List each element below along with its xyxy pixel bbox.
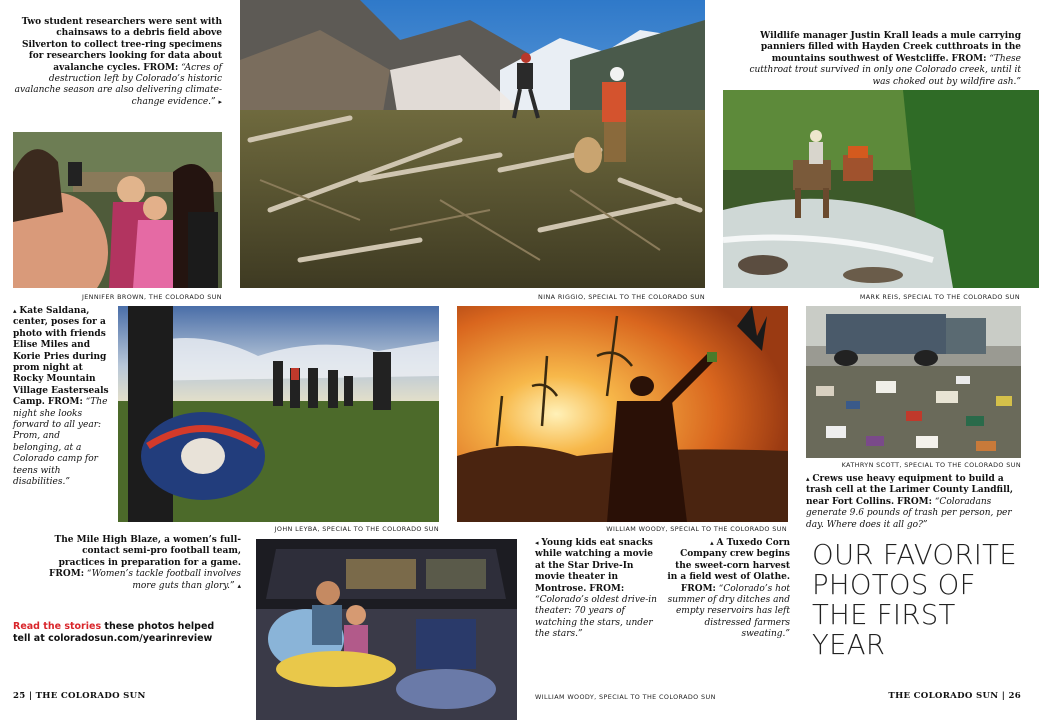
- caption-mule-quote: “These cutthroat trout survived in only one Colorado creek, until it was choked out by wildfire ash.”: [749, 53, 1021, 87]
- caption-silverton: [14, 17, 222, 108]
- folio-right: [888, 691, 1021, 701]
- read-the-stories-link[interactable]: Read the stories: [13, 621, 102, 632]
- caption-landfill-from: FROM:: [896, 496, 932, 507]
- caption-football-quote: “Women’s tackle football involves more guts than glory.”: [86, 569, 241, 591]
- photo-credit-corn: WILLIAM WOODY, SPECIAL TO THE COLORADO SUN: [606, 525, 787, 533]
- caption-corn-text: A Tuxedo Corn Company crew begins the sweet-corn harvest in a field west of Olathe.: [667, 538, 790, 583]
- photo-credit-silverton: NINA RIGGIO, SPECIAL TO THE COLORADO SUN: [538, 293, 705, 301]
- read-the-stories-promo: [13, 621, 233, 646]
- caption-landfill: [806, 474, 1024, 531]
- folio-right-separator: |: [1001, 691, 1006, 701]
- photo-credit-prom: JENNIFER BROWN, THE COLORADO SUN: [81, 293, 222, 301]
- caption-arrow-left-icon: ◂: [535, 539, 539, 547]
- caption-mule-text: Wildlife manager Justin Krall leads a mule carrying panniers filled with Hayden Creek cutthroats in the mountains southwest of Westcliffe.: [760, 31, 1021, 64]
- caption-silverton-from: FROM:: [143, 62, 179, 73]
- caption-arrow-up-icon: ▴: [237, 581, 241, 590]
- caption-landfill-quote: “Coloradans generate 9.6 pounds of trash per person, per day. Where does it all go?”: [806, 496, 1012, 530]
- folio-left: [13, 691, 146, 701]
- caption-football: [40, 535, 241, 592]
- photo-credit-mule: MARK REIS, SPECIAL TO THE COLORADO SUN: [859, 293, 1020, 301]
- folio-right-publication: THE COLORADO SUN: [888, 691, 999, 701]
- page-headline: OUR FAVORITE PHOTOS OF THE FIRST YEAR: [812, 539, 1017, 661]
- photo-credit-drive-in: WILLIAM WOODY, SPECIAL TO THE COLORADO SUN: [535, 693, 716, 701]
- photo-prom-night: [13, 132, 222, 288]
- caption-silverton-quote: “Acres of destruction left by Colorado’s historic avalanche season are also delivering climate-change evidence.”: [14, 62, 222, 107]
- folio-right-page-number: 26: [1008, 691, 1021, 701]
- caption-football-from: FROM:: [49, 569, 85, 580]
- folio-left-page-number: 25: [13, 691, 26, 701]
- caption-drive-in-from: FROM:: [589, 583, 625, 594]
- folio-left-publication: THE COLORADO SUN: [35, 691, 146, 701]
- photo-credit-landfill: KATHRYN SCOTT, SPECIAL TO THE COLORADO SUN: [841, 461, 1021, 469]
- photo-landfill: [806, 306, 1021, 458]
- folio-left-separator: |: [28, 691, 33, 701]
- read-the-stories-text: these photos helped tell at coloradosun.com/yearinreview: [13, 621, 215, 645]
- photo-football-helmet: [118, 306, 439, 522]
- photo-credit-football: JOHN LEYBA, SPECIAL TO THE COLORADO SUN: [274, 525, 439, 533]
- caption-mule: [744, 31, 1021, 88]
- caption-drive-in-text: Young kids eat snacks while watching a movie at the Star Drive-In movie theater in Montrose.: [535, 538, 654, 594]
- caption-prom: [13, 306, 110, 489]
- caption-prom-quote: “The night she looks forward to all year: Prom, and belonging, at a Colorado camp for teens with disabilities.”: [13, 397, 108, 488]
- photo-mule-creek: [723, 90, 1039, 288]
- caption-corn-from: FROM:: [680, 583, 716, 594]
- photo-drive-in: [256, 539, 517, 720]
- caption-mule-from: FROM:: [951, 53, 987, 64]
- photo-silverton-avalanche: [240, 0, 705, 288]
- caption-arrow-right-icon: ▸: [218, 97, 222, 106]
- caption-landfill-text: Crews use heavy equipment to build a trash cell at the Larimer County Landfill, near Fort Collins.: [806, 474, 1014, 507]
- caption-silverton-text: Two student researchers were sent with chainsaws to a debris field above Silverton to collect tree-ring specimens for researchers looking for data about avalanche cycles.: [21, 17, 222, 73]
- caption-arrow-up-icon: ▴: [806, 475, 810, 483]
- caption-arrow-up-icon: ▴: [13, 307, 17, 315]
- caption-corn: [664, 538, 790, 641]
- caption-prom-from: FROM:: [47, 397, 83, 408]
- caption-arrow-up-icon: ▴: [710, 539, 714, 547]
- caption-drive-in: [535, 538, 657, 641]
- photo-corn-harvest: [457, 306, 788, 522]
- caption-drive-in-quote: “Colorado’s oldest drive-in theater: 70 years of watching the stars, under the stars.”: [535, 595, 657, 640]
- caption-prom-text: Kate Saldana, center, poses for a photo with friends Elise Miles and Korie Pries during prom night at Rocky Mountain Village Easterseals Camp.: [13, 306, 109, 408]
- caption-football-text: The Mile High Blaze, a women’s full-contact semi-pro football team, practices in preparation for a game.: [54, 535, 241, 568]
- caption-corn-quote: “Colorado’s hot summer of dry ditches and empty reservoirs has left distressed farmers sweating.”: [667, 583, 790, 640]
